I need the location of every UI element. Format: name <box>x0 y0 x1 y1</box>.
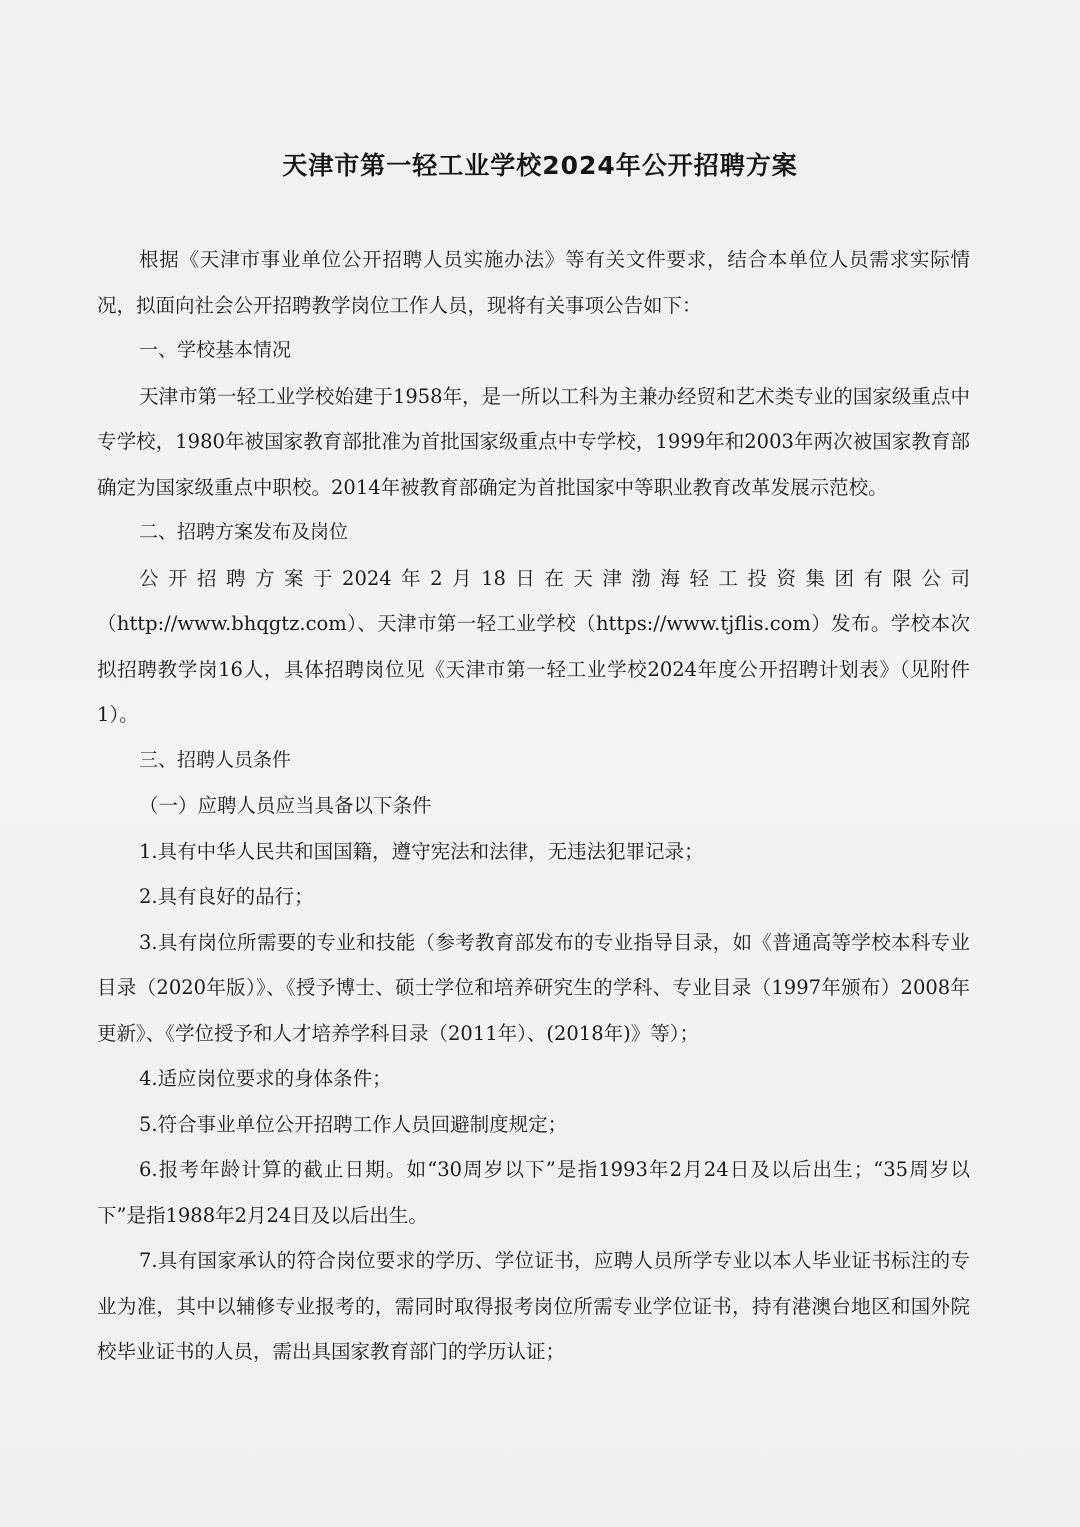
section-heading-1: 一、学校基本情况 <box>139 339 292 361</box>
section-1-paragraph: 天津市第一轻工业学校始建于1958年，是一所以工科为主兼办经贸和艺术类专业的国家级重点中专学校，1980年被国家教育部批准为首批国家级重点中专学校，1999年和2003年两次被国家教育部确定为国家级重点中职校。2014年被教育部确定为首批国家中等职业教育改革发展示范校。 <box>97 384 970 499</box>
condition-item: 6.报考年龄计算的截止日期。如“30周岁以下”是指1993年2月24日及以后出生；“35周岁以下”是指1988年2月24日及以后出生。 <box>97 1158 970 1227</box>
condition-item: 1.具有中华人民共和国国籍，遵守宪法和法律，无违法犯罪记录； <box>139 839 704 863</box>
condition-item: 4.适应岗位要求的身体条件； <box>139 1067 392 1090</box>
condition-item: 2.具有良好的品行； <box>139 885 314 908</box>
condition-item: 3.具有岗位所需要的专业和技能（参考教育部发布的专业指导目录，如《普通高等学校本科专业目录（2020年版）》、《授予博士、硕士学位和培养研究生的学科、专业目录（1997年颁布）2008年更新》、《学位授予和人才培养学科目录（2011年）、(2018年)》等）； <box>97 930 970 1045</box>
document-title: 天津市第一轻工业学校2024年公开招聘方案 <box>282 151 798 180</box>
condition-item: 5.符合事业单位公开招聘工作人员回避制度规定； <box>139 1112 568 1136</box>
section-heading-2: 二、招聘方案发布及岗位 <box>139 521 349 543</box>
section-3-subheading: （一）应聘人员应当具备以下条件 <box>139 794 432 817</box>
condition-item: 7.具有国家承认的符合岗位要求的学历、学位证书，应聘人员所学专业以本人毕业证书标注的专业为准，其中以辅修专业报考的，需同时取得报考岗位所需专业学位证书，持有港澳台地区和国外院校毕业证书的人员，需出具国家教育部门的学历认证； <box>97 1249 970 1363</box>
document-body <box>97 237 970 1375</box>
section-2-paragraph: 公开招聘方案于2024年2月18日在天津渤海轻工投资集团有限公司（http://www.bhqgtz.com）、天津市第一轻工业学校（https://www.tjflis.com）发布。学校本次拟招聘教学岗16人，具体招聘岗位见《天津市第一轻工业学校2024年度公开招聘计划表》（见附件1）。 <box>97 566 970 726</box>
intro-paragraph: 根据《天津市事业单位公开招聘人员实施办法》等有关文件要求，结合本单位人员需求实际情况，拟面向社会公开招聘教学岗位工作人员，现将有关事项公告如下： <box>97 248 970 317</box>
section-heading-3: 三、招聘人员条件 <box>139 748 292 771</box>
